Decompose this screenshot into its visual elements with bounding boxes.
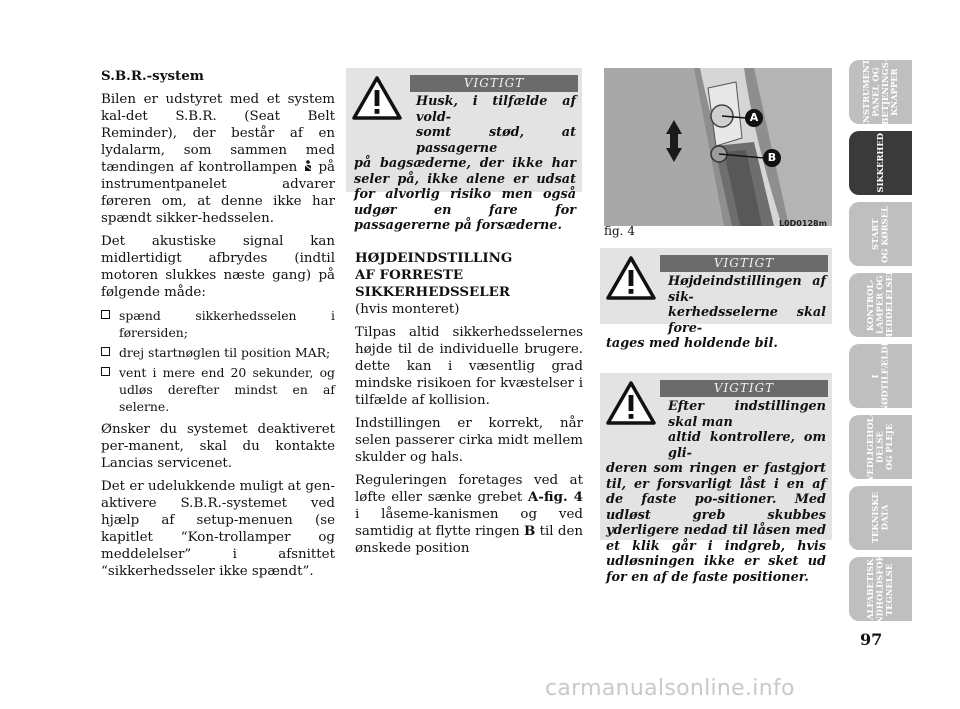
heading-line: SIKKERHEDSSELER xyxy=(355,284,511,300)
paragraph-adjust-height: Tilpas altid sikkerhedsselernes højde til de individuelle brugere. dette kan i væsentlig grad mindske risikoen for kvæstelser i tilfælde af kollision. xyxy=(355,325,583,408)
list-item-text: vent i mere end 20 sekunder, og udløs derefter mindst en af selerne. xyxy=(119,365,335,414)
tab-safety[interactable] xyxy=(849,131,912,195)
list-item xyxy=(101,344,335,361)
chapter-tabs xyxy=(849,57,912,630)
tab-instrument-panel[interactable] xyxy=(849,57,912,127)
tab-label: ALFABETISK INDHOLDSFOR- TEGNELSE xyxy=(865,550,895,628)
warning-text-rest: deren som ringen er fastgjort til, er forsvarligt låst i en af de faste po-sitioner. Med udløst greb skubbes yderligere nedad til låsen med et klik går i indgreb, hvis udløsningen ikke er sket ud for en af de faste positioner. xyxy=(606,461,826,585)
tab-label: VEDLIGEHOL- DELSE OG PLEJE xyxy=(865,412,895,482)
warning-text-line: somt stød, at passagerne xyxy=(416,125,576,156)
paragraph-text: til den ønskede position xyxy=(355,524,583,556)
tab-label: INSTRUMENT- PANEL OG BETJENINGS- KNAPPER xyxy=(860,57,899,127)
checkbox-bullet-icon xyxy=(101,347,110,356)
heading-line: HØJDEINDSTILLING xyxy=(355,250,513,266)
warning-box-height-adjust xyxy=(600,248,832,351)
bullet-list xyxy=(101,307,335,415)
warning-text-line: Husk, i tilfælde af vold- xyxy=(416,94,576,125)
warning-tag: VIGTIGT xyxy=(660,380,828,397)
paragraph-correct-setting: Indstillingen er korrekt, når selen passerer cirka midt mellem skulder og hals. xyxy=(355,416,583,465)
tab-label: I NØDTILFÆLDE xyxy=(870,339,890,413)
paragraph-sbr-intro xyxy=(101,91,335,227)
section-heading-height-adjust xyxy=(355,250,583,301)
warning-text-line: altid kontrollere, om gli- xyxy=(668,430,826,461)
checkbox-bullet-icon xyxy=(101,310,110,319)
warning-text-rest: tages med holdende bil. xyxy=(606,336,778,351)
figure-code: L0D0128m xyxy=(779,219,827,228)
seatbelt-adjuster-illustration xyxy=(604,68,832,226)
paragraph-text: i låseme-kanismen og ved samtidig at flytte ringen xyxy=(355,507,583,539)
subheading-if-fitted: (hvis monteret) xyxy=(355,302,460,317)
warning-box-rear-passengers xyxy=(346,68,582,233)
page-number: 97 xyxy=(860,630,883,649)
warning-tag: VIGTIGT xyxy=(660,255,828,272)
checkbox-bullet-icon xyxy=(101,367,110,376)
tab-alphabetical-index[interactable] xyxy=(849,550,912,628)
paragraph-acoustic-signal: Det akustiske signal kan midlertidigt afbrydes (indtil motoren slukkes næste gang) på følgende måde: xyxy=(101,234,335,300)
warning-text xyxy=(354,94,576,234)
column-left xyxy=(101,68,335,586)
tab-label: START OG KØRSEL xyxy=(870,205,890,263)
paragraph-regulation xyxy=(355,472,583,557)
list-item xyxy=(101,364,335,415)
figure-reference: B xyxy=(523,523,536,539)
column-middle xyxy=(355,250,583,563)
section-heading-sbr: S.B.R.-system xyxy=(101,68,204,84)
warning-tag: VIGTIGT xyxy=(410,75,578,92)
tab-technical-data[interactable] xyxy=(849,486,912,550)
heading-line: AF FORRESTE xyxy=(355,267,464,283)
figure-caption: fig. 4 xyxy=(604,224,635,238)
warning-box-check-lock xyxy=(600,373,832,585)
warning-text xyxy=(606,399,826,585)
warning-text-line: Efter indstillingen skal man xyxy=(668,399,826,430)
tab-starting-driving[interactable] xyxy=(849,202,912,266)
paragraph-deactivate: Ønsker du systemet deaktiveret per-manent, skal du kontakte Lancias servicenet. xyxy=(101,422,335,471)
callout-label-b: B xyxy=(767,151,777,164)
warning-text-line: kerhedsselerne skal fore- xyxy=(668,305,826,336)
figure-photo-seatbelt-adjuster xyxy=(604,68,832,226)
tab-emergency[interactable] xyxy=(849,339,912,413)
list-item-text: spænd sikkerhedsselen i førersiden; xyxy=(119,308,335,340)
tab-label: KONTROL- LAMPER OG MEDDELELSER xyxy=(865,267,895,343)
watermark: carmanualsonline.info xyxy=(545,676,795,701)
tab-label: TEKNISKE DATA xyxy=(870,492,890,544)
figure-reference: A-fig. 4 xyxy=(527,489,583,505)
list-item-text: drej startnøglen til position MAR; xyxy=(119,345,331,360)
tab-maintenance[interactable] xyxy=(849,412,912,482)
paragraph-sbr-intro-text: Bilen er udstyret med et system kal-det S.B.R. (Seat Belt Reminder), der består af en lydalarm, som sammen med tændingen af kontrollampen xyxy=(101,92,335,175)
list-item xyxy=(101,307,335,341)
paragraph-reactivate: Det er udelukkende muligt at gen-aktivere S.B.R.-systemet ved hjælp af setup-menuen (se kapitlet “Kon-trollamper og meddelelser” i afsnittet “sikkerhedsseler ikke spændt”. xyxy=(101,479,335,579)
warning-text-line: Højdeindstillingen af sik- xyxy=(668,274,826,305)
seatbelt-warning-icon xyxy=(303,160,313,172)
callout-label-a: A xyxy=(749,111,759,124)
paragraph-sbr-intro-end: på instrumentpanelet advarer føreren om, at denne ikke har spændt sikker-hedsselen. xyxy=(101,160,335,226)
warning-text xyxy=(606,274,826,352)
tab-label: SIKKERHED xyxy=(874,133,885,193)
warning-text-rest: på bagsæderne, der ikke har seler på, ikke alene er udsat for alvorlig risiko men også udgør en fare for passagererne på forsæderne. xyxy=(354,156,576,233)
tab-warning-lights[interactable] xyxy=(849,267,912,343)
paragraph-text: Reguleringen foretages ved at løfte eller sænke grebet xyxy=(355,473,583,505)
